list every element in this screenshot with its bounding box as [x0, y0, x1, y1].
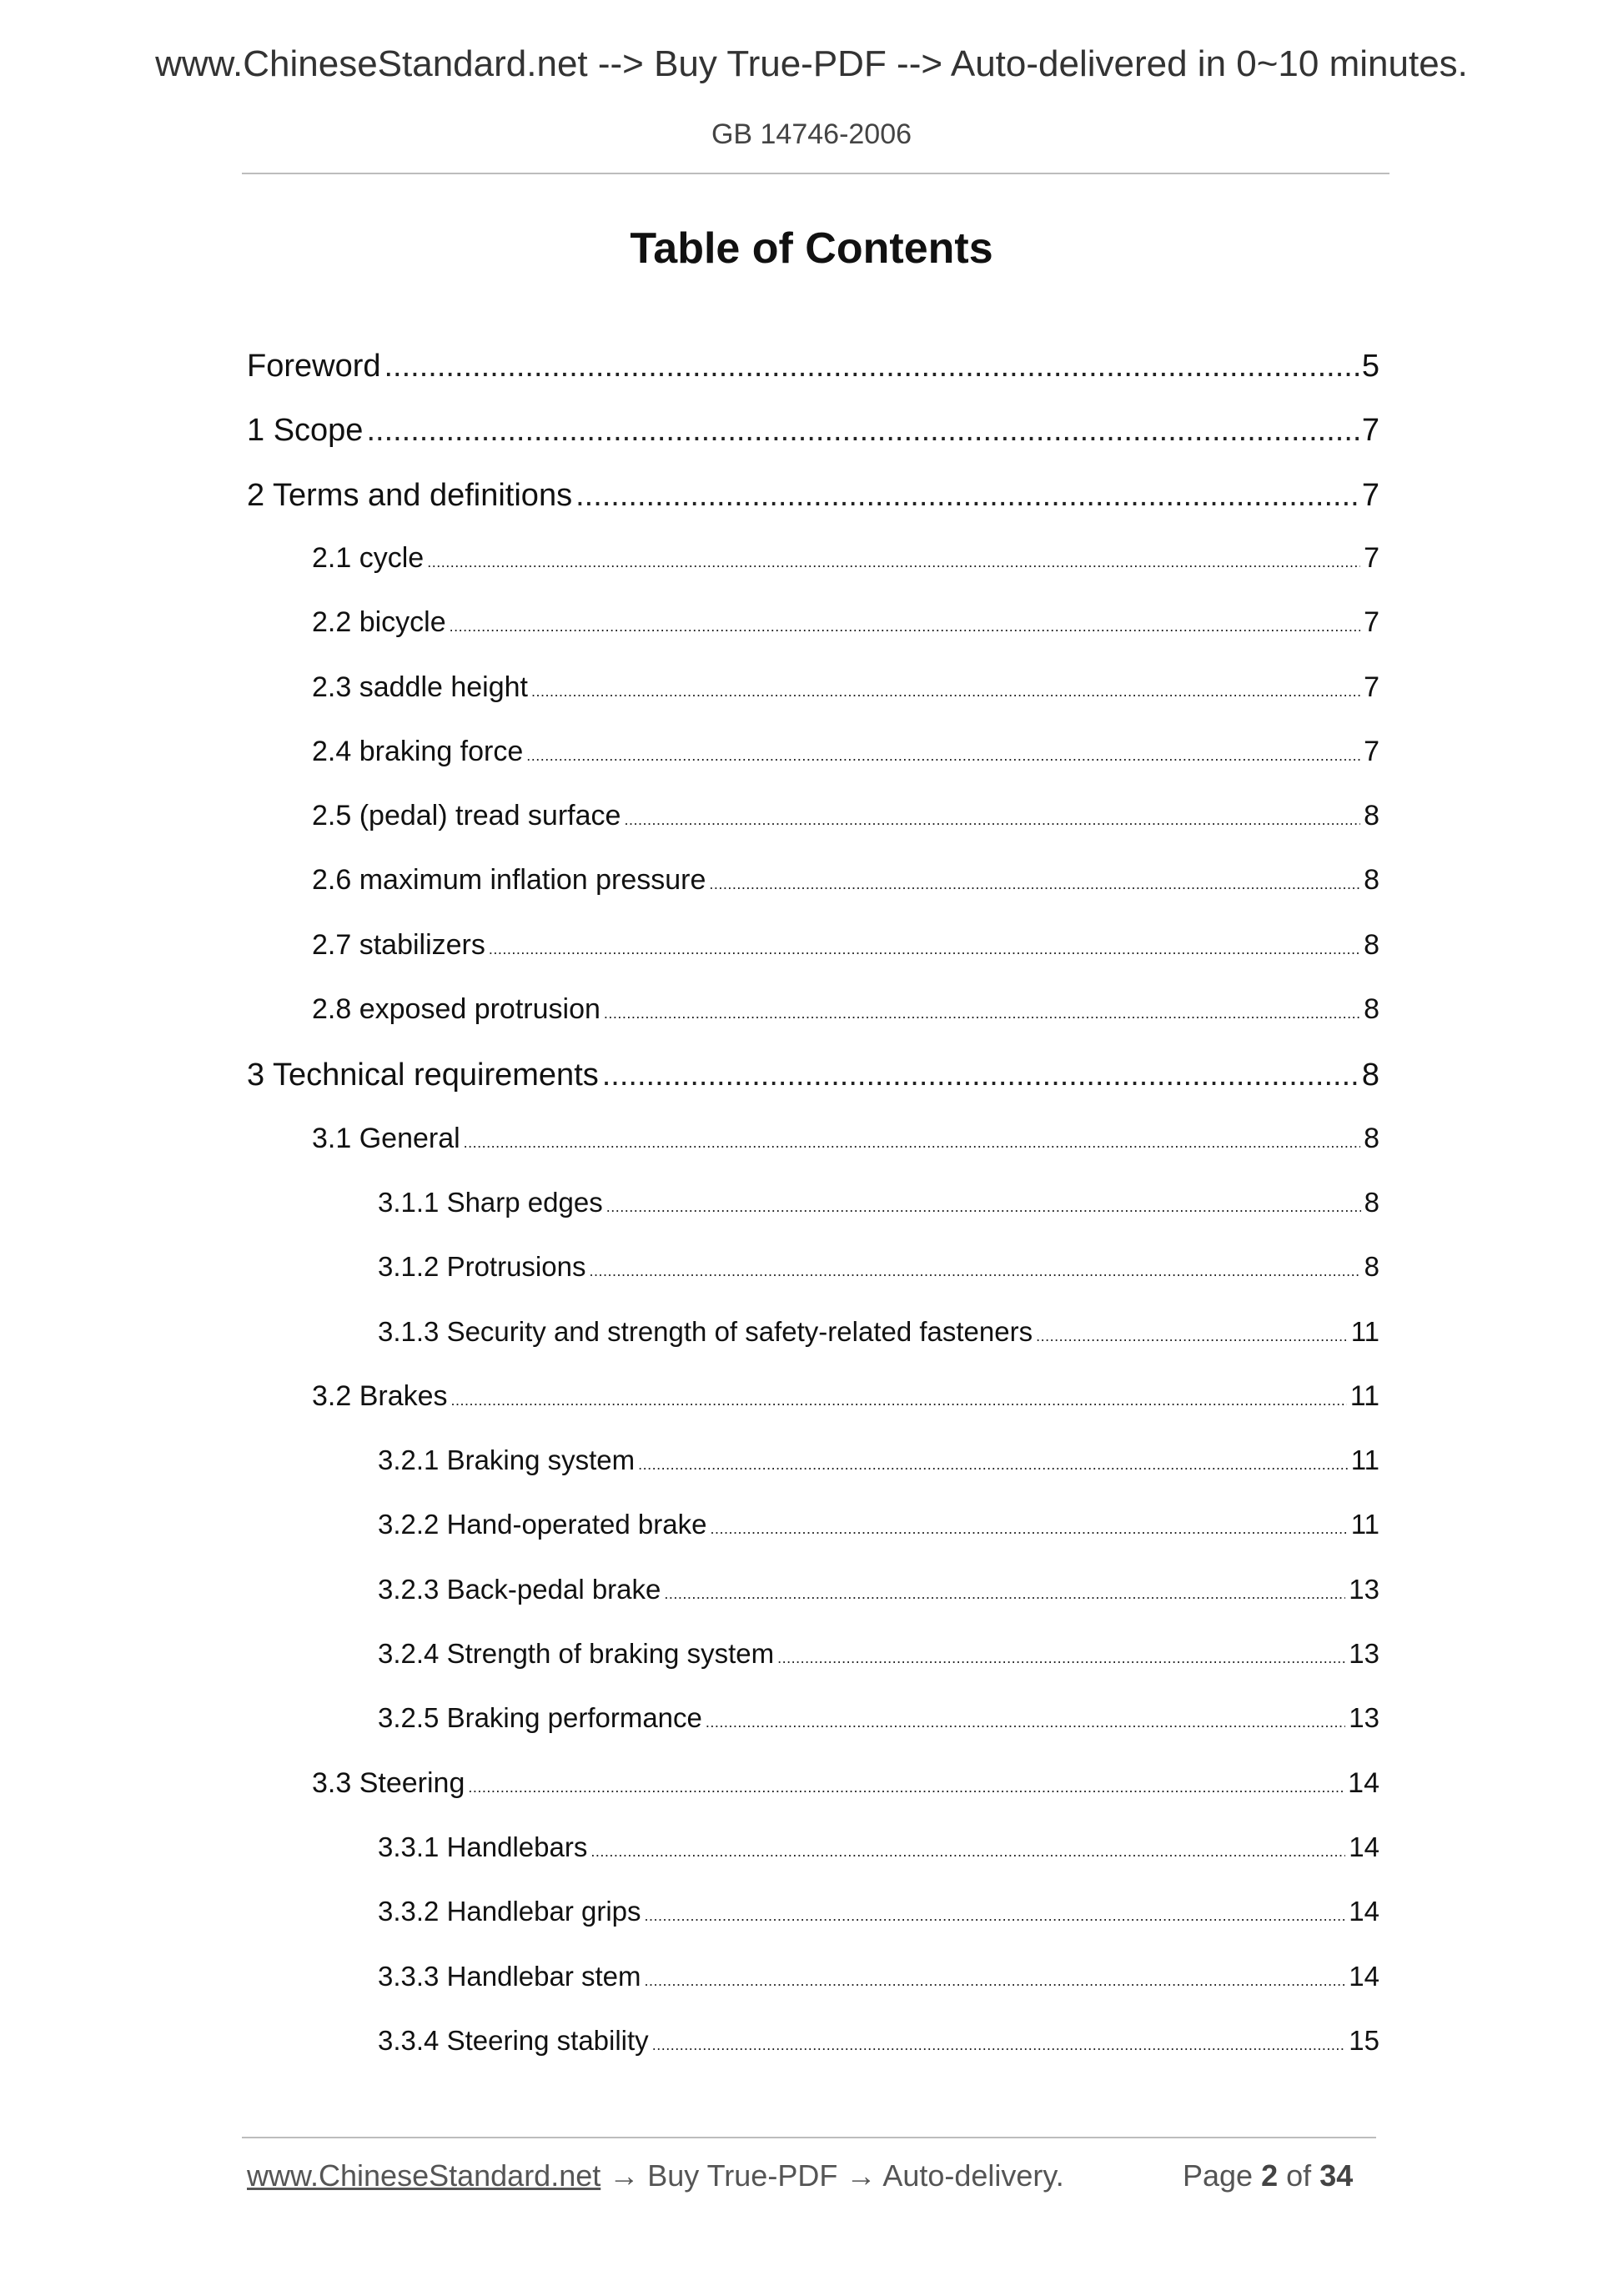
- toc-page-number: 8: [1364, 864, 1379, 896]
- toc-page-number: 8: [1364, 1251, 1379, 1282]
- toc-entry[interactable]: [312, 736, 1379, 768]
- toc-page-number: 7: [1361, 413, 1379, 448]
- page-of-label: of: [1286, 2158, 1312, 2193]
- toc-entry[interactable]: [247, 349, 1379, 384]
- footer-promo: [247, 2158, 1064, 2193]
- toc-entry-title: 2.3 saddle height: [312, 671, 528, 703]
- toc-page-number: 11: [1350, 1509, 1379, 1540]
- toc-entry-title: Foreword: [247, 349, 381, 384]
- toc-entry-title: 3.1.2 Protrusions: [378, 1251, 586, 1282]
- toc-entry[interactable]: [312, 800, 1379, 832]
- toc-entry-title: 3 Technical requirements: [247, 1058, 599, 1093]
- toc-page-number: 13: [1349, 1574, 1379, 1605]
- toc-entry[interactable]: [312, 1380, 1379, 1413]
- toc-entry-title: 2.1 cycle: [312, 542, 425, 574]
- toc-entry-title: 2 Terms and definitions: [247, 478, 573, 513]
- toc-page-number: 15: [1349, 2025, 1379, 2056]
- toc-dot-leader: [710, 1520, 1347, 1538]
- toc-entry[interactable]: [378, 1961, 1379, 1992]
- toc-entry[interactable]: [378, 1702, 1379, 1734]
- toc-entry[interactable]: [312, 864, 1379, 897]
- toc-page-number: 13: [1349, 1702, 1379, 1733]
- toc-dot-leader: [468, 1779, 1344, 1796]
- toc-page-number: 7: [1364, 671, 1379, 703]
- toc-dot-leader: [1036, 1328, 1348, 1345]
- toc-entry-title: 3.1.1 Sharp edges: [378, 1187, 603, 1218]
- toc-dot-leader: [777, 1650, 1345, 1667]
- toc-dot-leader: [604, 1005, 1360, 1022]
- toc-entry[interactable]: [378, 1444, 1379, 1476]
- toc-dot-leader: [589, 1263, 1360, 1280]
- toc-dot-leader: [624, 811, 1360, 829]
- toc-entry-title: 3.2.5 Braking performance: [378, 1702, 702, 1733]
- page-indicator: [1183, 2158, 1353, 2193]
- top-banner: www.ChineseStandard.net --> Buy True-PDF --> Auto-delivered in 0~10 minutes.: [155, 43, 1468, 84]
- toc-page-number: 8: [1361, 1058, 1379, 1093]
- toc-entry-title: 3.2.1 Braking system: [378, 1444, 636, 1475]
- toc-entry-title: 3.3.3 Handlebar stem: [378, 1961, 641, 1992]
- toc-dot-leader: [384, 349, 1359, 384]
- toc-entry[interactable]: [378, 1509, 1379, 1540]
- toc-entry-title: 3.3.4 Steering stability: [378, 2025, 649, 2056]
- toc-dot-leader: [526, 747, 1360, 765]
- toc-page-number: 14: [1348, 1767, 1379, 1799]
- toc-dot-leader: [489, 941, 1360, 958]
- toc-entry[interactable]: [247, 478, 1379, 514]
- current-page-number: 2: [1261, 2158, 1279, 2193]
- document-number: GB 14746-2006: [711, 118, 912, 150]
- toc-entry[interactable]: [312, 671, 1379, 704]
- toc-dot-leader: [575, 478, 1359, 514]
- page-label: Page: [1183, 2158, 1254, 2193]
- toc-entry[interactable]: [378, 1574, 1379, 1605]
- toc-page-number: 7: [1361, 478, 1379, 513]
- toc-entry[interactable]: [312, 929, 1379, 962]
- toc-page-number: 14: [1349, 1896, 1379, 1927]
- toc-entry[interactable]: [247, 413, 1379, 449]
- toc-entry[interactable]: [378, 1187, 1379, 1218]
- toc-dot-leader: [427, 554, 1360, 571]
- toc-entry-title: 3.3.2 Handlebar grips: [378, 1896, 641, 1927]
- toc-entry[interactable]: [378, 1896, 1379, 1927]
- toc-dot-leader: [706, 1714, 1345, 1731]
- footer-tagline: → Buy True-PDF → Auto-delivery.: [600, 2158, 1064, 2193]
- toc-entry-title: 3.2.2 Hand-operated brake: [378, 1509, 707, 1540]
- toc-page-number: 5: [1361, 349, 1379, 384]
- toc-dot-leader: [464, 1134, 1360, 1152]
- toc-dot-leader: [450, 618, 1360, 636]
- toc-entry[interactable]: [312, 1767, 1379, 1800]
- toc-dot-leader: [451, 1392, 1347, 1409]
- toc-entry[interactable]: [312, 1123, 1379, 1155]
- toc-dot-leader: [652, 2037, 1346, 2054]
- page-title: Table of Contents: [630, 224, 993, 273]
- toc-page-number: 7: [1364, 736, 1379, 767]
- toc-entry-title: 3.2 Brakes: [312, 1380, 448, 1412]
- header-divider: [242, 173, 1389, 174]
- toc-page-number: 8: [1364, 800, 1379, 831]
- toc-dot-leader: [709, 876, 1360, 893]
- toc-entry[interactable]: [312, 606, 1379, 639]
- toc-entry-title: 2.2 bicycle: [312, 606, 446, 638]
- toc-page-number: 14: [1349, 1961, 1379, 1992]
- toc-entry-title: 2.5 (pedal) tread surface: [312, 800, 621, 831]
- toc-entry-title: 3.2.4 Strength of braking system: [378, 1638, 775, 1669]
- toc-entry[interactable]: [378, 1251, 1379, 1283]
- toc-entry[interactable]: [378, 2025, 1379, 2057]
- toc-entry[interactable]: [378, 1316, 1379, 1348]
- toc-entry[interactable]: [378, 1638, 1379, 1670]
- toc-entry-title: 2.6 maximum inflation pressure: [312, 864, 706, 896]
- toc-entry-title: 3.1 General: [312, 1123, 460, 1154]
- toc-page-number: 11: [1350, 1444, 1379, 1475]
- toc-entry-title: 2.8 exposed protrusion: [312, 993, 600, 1025]
- toc-dot-leader: [602, 1058, 1359, 1093]
- toc-page-number: 8: [1364, 993, 1379, 1025]
- toc-dot-leader: [645, 1907, 1346, 1925]
- toc-page-number: 11: [1350, 1316, 1379, 1347]
- toc-entry[interactable]: [312, 542, 1379, 575]
- toc-page-number: 11: [1349, 1380, 1379, 1412]
- toc-dot-leader: [645, 1972, 1346, 1990]
- toc-entry[interactable]: [378, 1831, 1379, 1863]
- toc-entry-title: 3.3 Steering: [312, 1767, 465, 1799]
- footer-site-link[interactable]: www.ChineseStandard.net: [247, 2158, 601, 2193]
- toc-page-number: 7: [1364, 542, 1379, 574]
- toc-dot-leader: [590, 1843, 1345, 1861]
- toc-entry-title: 2.7 stabilizers: [312, 929, 485, 961]
- toc-page-number: 8: [1364, 1123, 1379, 1154]
- toc-entry-title: 3.3.1 Handlebars: [378, 1831, 588, 1862]
- toc-dot-leader: [531, 683, 1360, 701]
- toc-entry-title: 2.4 braking force: [312, 736, 524, 767]
- toc-dot-leader: [664, 1585, 1345, 1603]
- toc-page-number: 8: [1364, 929, 1379, 961]
- toc-page-number: 14: [1349, 1831, 1379, 1862]
- toc-dot-leader: [366, 413, 1358, 449]
- total-page-count: 34: [1319, 2158, 1354, 2193]
- toc-entry-title: 3.2.3 Back-pedal brake: [378, 1574, 661, 1605]
- toc-entry[interactable]: [247, 1058, 1379, 1093]
- toc-dot-leader: [638, 1456, 1348, 1474]
- toc-entry-title: 1 Scope: [247, 413, 364, 448]
- toc-page-number: 13: [1349, 1638, 1379, 1669]
- footer-divider: [242, 2137, 1376, 2138]
- toc-page-number: 7: [1364, 606, 1379, 638]
- toc-entry-title: 3.1.3 Security and strength of safety-related fasteners: [378, 1316, 1033, 1347]
- toc-dot-leader: [606, 1198, 1361, 1216]
- toc-entry[interactable]: [312, 993, 1379, 1026]
- toc-page-number: 8: [1364, 1187, 1379, 1218]
